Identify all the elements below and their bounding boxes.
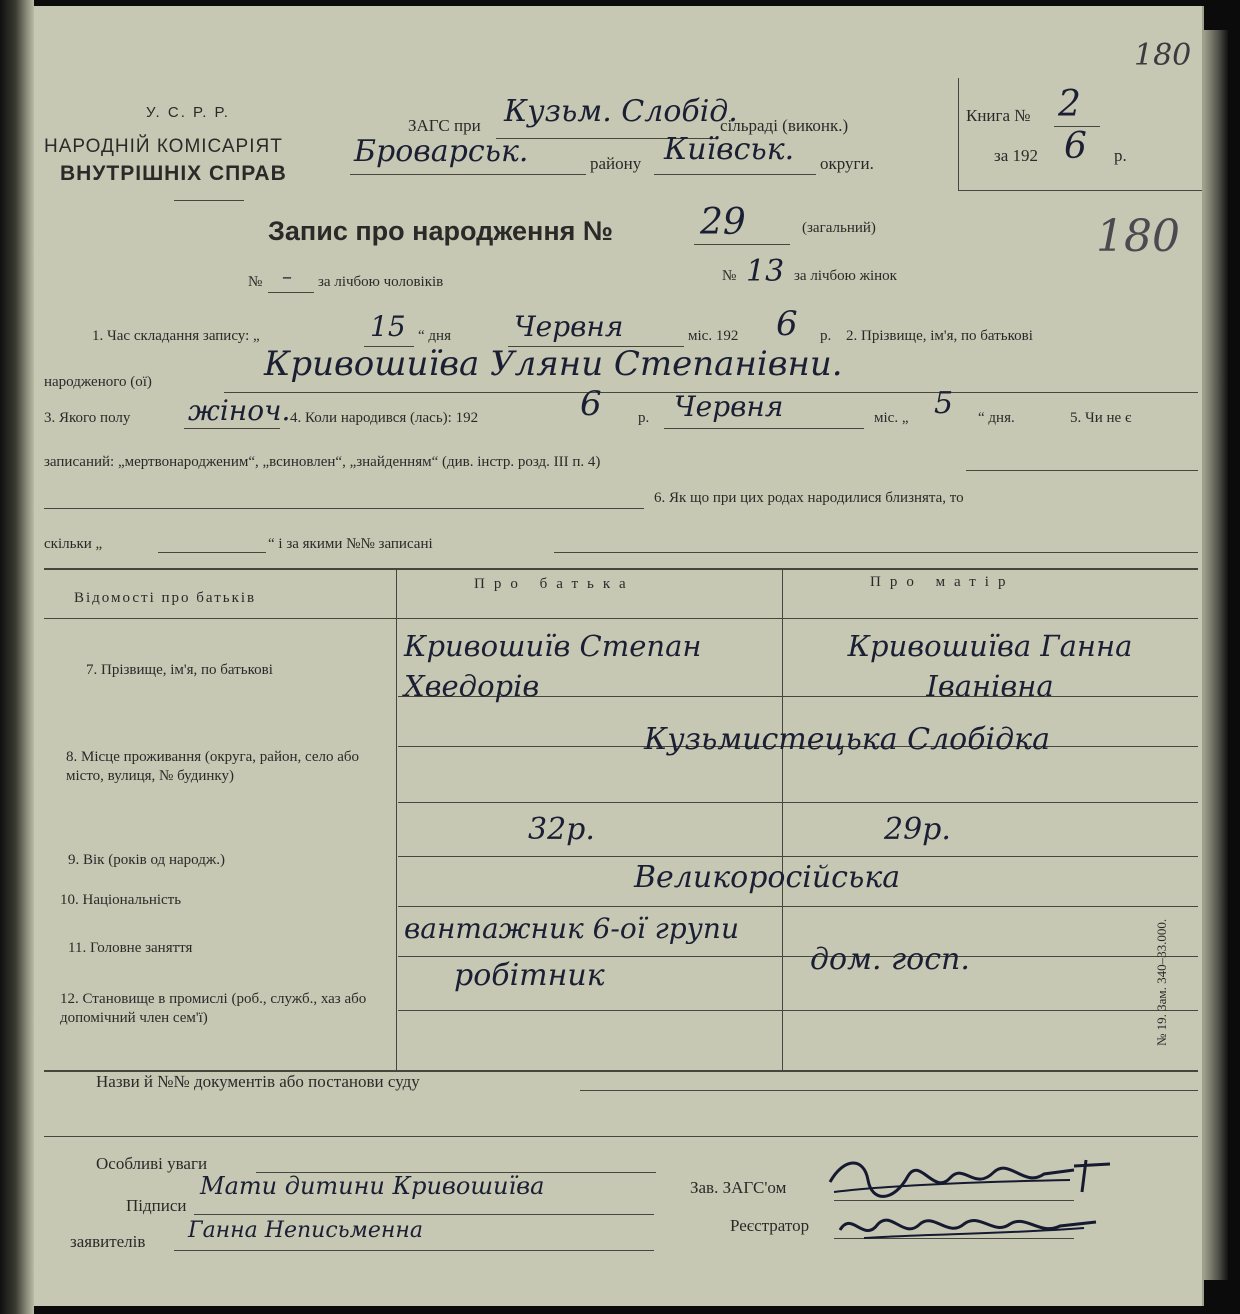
documents-underline (580, 1090, 1198, 1091)
men-label: за лічбою чоловіків (318, 274, 444, 290)
header-divider (174, 200, 244, 201)
record-title: Запис про народження № (268, 216, 614, 246)
field-4-label: 4. Коли народився (лась): 192 (290, 410, 479, 426)
signatures-label: Підписи (126, 1196, 187, 1215)
field-4-year-suffix: р. (638, 410, 650, 426)
row-7-label: 7. Прізвище, ім'я, по батькові (86, 662, 273, 678)
field-6-count-underline (158, 552, 266, 553)
record-number-underline (694, 244, 790, 245)
field-2-label: 2. Прізвище, ім'я, по батькові (846, 328, 1033, 344)
birth-record-page (34, 6, 1204, 1306)
table-guide-5 (398, 906, 1198, 907)
row-10-label: 10. Національність (60, 892, 182, 908)
book-box-bottom (958, 190, 1202, 191)
field-2-label-2: народженого (ої) (44, 374, 152, 390)
village-value: Кузьм. Слобід. (504, 94, 738, 129)
field-5-label-2: записаний: „мертвонародженим“, „всиновлен“, „знайденням“ (див. інстр. розд. III п. 4) (44, 454, 601, 470)
father-status: робітник (454, 958, 605, 993)
men-value: – (282, 264, 292, 288)
field-3-label: 3. Якого полу (44, 410, 131, 426)
applicant-underline-1 (194, 1214, 654, 1215)
field-4-month-underline (664, 428, 864, 429)
women-label: за лічбою жінок (794, 268, 897, 284)
table-guide-7 (398, 1010, 1198, 1011)
book-spine (0, 0, 34, 1314)
field-1-month-suffix: міс. 192 (688, 328, 739, 344)
documents-label: Назви й №№ документів або постанови суду (96, 1072, 420, 1091)
page-edge (1202, 30, 1228, 1280)
field-4-day: 5 (934, 386, 954, 421)
table-guide-6 (398, 956, 1198, 957)
row-12-label: 12. Становище в промислі (роб., служб., хаз або допомічний член сем'ї) (60, 991, 367, 1026)
mother-status: дом. госп. (810, 942, 970, 977)
district-value: Броварськ. (354, 134, 529, 169)
okruha-underline (654, 174, 816, 175)
father-name: Кривошиїв Степан Хведорів (404, 629, 702, 703)
applicant-underline-2 (174, 1250, 654, 1251)
mother-age: 29р. (884, 812, 951, 847)
village-suffix: сільраді (виконк.) (720, 116, 849, 135)
notes-label: Особливі уваги (96, 1154, 208, 1173)
side-print-number: № 19. Зам. 340–33.000. (1154, 918, 1169, 1046)
nationality: Великоросійська (634, 860, 901, 895)
row-11-label: 11. Головне заняття (68, 940, 193, 956)
table-col-divider-1 (396, 568, 397, 1070)
field-4-day-suffix: “ дня. (978, 410, 1015, 426)
field-3-underline (184, 428, 280, 429)
ussr-label: У. С. Р. Р. (146, 104, 230, 121)
book-label: Книга № (966, 106, 1031, 125)
field-3-value: жіноч. (188, 394, 291, 427)
zags-prefix: ЗАГС при (408, 116, 481, 135)
year-label: за 192 (994, 146, 1039, 165)
field-1-label: 1. Час складання запису: „ (92, 328, 260, 344)
field-1-day-suffix: “ дня (418, 328, 451, 344)
father-age: 32р. (528, 812, 595, 847)
men-underline (268, 292, 314, 293)
field-5-label: 5. Чи не є (1070, 410, 1132, 426)
district-suffix: району (590, 154, 642, 173)
head-signature (824, 1152, 1124, 1208)
general-label: (загальний) (802, 220, 876, 236)
field-4-year: 6 (580, 384, 602, 424)
field-6-underline-b (554, 552, 1198, 553)
table-col-1-header: Відомості про батьків (74, 590, 257, 606)
documents-underline-2 (44, 1136, 1198, 1137)
table-guide-4 (398, 856, 1198, 857)
field-6-label: 6. Як що при цих родах народилися близнята, то (654, 490, 964, 506)
table-guide-3 (398, 802, 1198, 803)
book-box-left (958, 78, 959, 190)
field-6-underline-a (44, 508, 644, 509)
applicants-label: заявителів (70, 1232, 146, 1251)
applicant-signature-2: Ганна Неписьменна (188, 1218, 423, 1243)
field-5-underline (966, 470, 1198, 471)
registrar-label: Реєстратор (730, 1216, 810, 1235)
year-suffix: р. (1114, 146, 1127, 165)
field-1-day: 15 (370, 310, 406, 343)
field-1-year: 6 (776, 304, 798, 344)
table-header-rule (44, 618, 1198, 619)
mother-name: Кривошиїва Ганна Іванівна (847, 629, 1133, 703)
archive-number: 180 (1134, 38, 1192, 73)
field-1-year-suffix: р. (820, 328, 832, 344)
men-prefix: № (248, 274, 263, 290)
women-value: 13 (746, 254, 785, 289)
table-col-divider-2 (782, 568, 783, 1070)
okruha-suffix: округи. (820, 154, 874, 173)
residence: Кузьмистецька Слобідка (644, 722, 1050, 757)
field-4-month-suffix: міс. „ (874, 410, 909, 426)
field-4-month: Червня (674, 390, 784, 423)
commissariat-line-1: НАРОДНІЙ КОМІСАРІЯТ (44, 136, 283, 157)
applicant-signature-1: Мати дитини Кривошиїва (200, 1172, 545, 1200)
archive-mark: 180 (1096, 211, 1180, 262)
table-col-2-header: Про батька (474, 576, 635, 592)
table-top-rule (44, 568, 1198, 570)
row-9-label: 9. Вік (років од народж.) (68, 852, 225, 868)
record-number: 29 (700, 202, 746, 243)
commissariat-line-2: ВНУТРІШНІХ СПРАВ (60, 162, 287, 185)
registrar-signature (834, 1206, 1114, 1248)
women-prefix: № (722, 268, 737, 284)
field-6-label-2: скільки „ (44, 536, 103, 552)
field-2-value: Кривошиїва Уляни Степанівни. (264, 344, 843, 384)
field-6-label-3: “ і за якими №№ записані (268, 536, 433, 552)
head-label: Зав. ЗАГС'ом (690, 1178, 787, 1197)
row-8-label: 8. Місце проживання (округа, район, село або місто, вулиця, № будинку) (66, 749, 360, 784)
book-number: 2 (1058, 84, 1081, 125)
table-col-3-header: Про матір (870, 574, 1015, 590)
field-1-month: Червня (514, 310, 624, 343)
okruha-value: Київськ. (664, 132, 795, 167)
district-underline (350, 174, 586, 175)
year-value: 6 (1064, 126, 1087, 167)
father-occupation: вантажник 6-ої групи (404, 912, 739, 945)
